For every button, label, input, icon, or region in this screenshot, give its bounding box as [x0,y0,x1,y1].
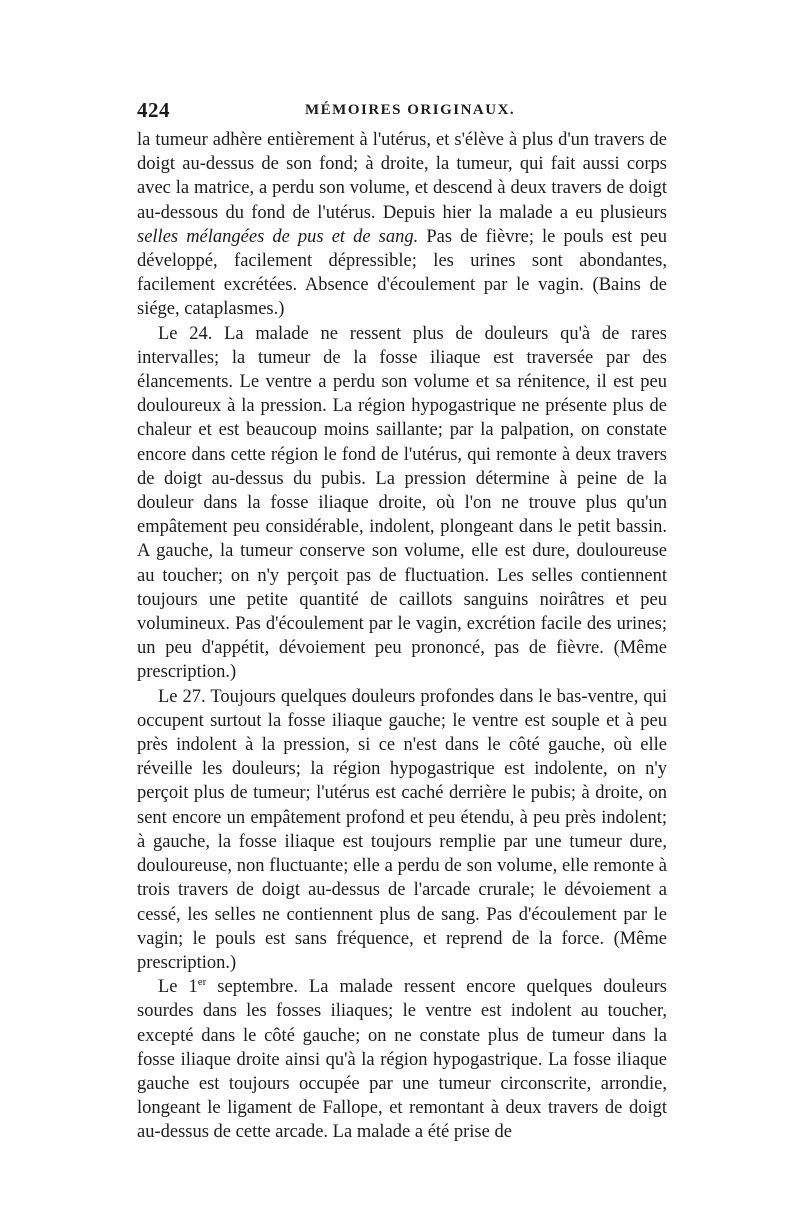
paragraph-4-text-b: septembre. La malade ressent encore quelques douleurs sourdes dans les fosses iliaques; le ventre est indolent au toucher, excepté dans le côté gauche; on ne constate plus de tumeur dans la fosse iliaque droite ainsi qu'à la région hypogastrique. La fosse iliaque gauche est toujours occupée par une tumeur circonscrite, arrondie, longeant le ligament de Fallope, et remontant à deux travers de doigt au-dessus de cette arcade. La malade a été prise de [137,977,667,1143]
running-title: MÉMOIRES ORIGINAUX. [305,102,516,118]
paragraph-1-text-a: la tumeur adhère entièrement à l'utérus, et s'élève à plus d'un travers de doigt au-dessus de son fond; à droite, la tumeur, qui fait aussi corps avec la matrice, a perdu son volume, et descend à deux travers de doigt au-dessous du fond de l'utérus. Depuis hier la malade a eu plusieurs [137,130,667,223]
running-head [137,98,667,124]
body-text [137,128,667,1145]
paragraph-3: Le 27. Toujours quelques douleurs profondes dans le bas-ventre, qui occupent surtout la fosse iliaque gauche; le ventre est souple et à peu près indolent à la pression, si ce n'est dans le côté gauche, où elle réveille les douleurs; la région hypogastrique est indolente, on n'y perçoit plus de tumeur; l'utérus est caché derrière le pubis; à droite, on sent encore un empâtement profond et peu étendu, à peu près indolent; à gauche, la fosse iliaque est toujours remplie par une tumeur dure, douloureuse, non fluctuante; elle a perdu de son volume, elle remonte à trois travers de doigt au-dessus de l'arcade crurale; le dévoiement a cessé, les selles ne contiennent plus de sang. Pas d'écoulement par le vagin; le pouls est sans fréquence, et reprend de la force. (Même prescription.) [137,686,667,973]
paragraph-2: Le 24. La malade ne ressent plus de douleurs qu'à de rares intervalles; la tumeur de la fosse iliaque est traversée par des élancements. Le ventre a perdu son volume et sa rénitence, il est peu douloureux à la pression. La région hypogastrique ne présente plus de chaleur et est beaucoup moins saillante; par la palpation, on constate encore dans cette région le fond de l'utérus, qui remonte à deux travers de doigt au-dessus du pubis. La pression détermine à peine de la douleur dans la fosse iliaque droite, où l'on ne trouve plus qu'un empâtement peu considérable, indolent, plongeant dans le petit bassin. A gauche, la tumeur conserve son volume, elle est dure, douloureuse au toucher; on n'y perçoit pas de fluctuation. Les selles contiennent toujours une petite quantité de caillots sanguins noirâtres et peu volumineux. Pas d'écoulement par le vagin, excrétion facile des urines; un peu d'appétit, dévoiement peu prononcé, pas de fièvre. (Même prescription.) [137,323,667,683]
paragraph-4-superscript: er [197,975,207,988]
paragraph-4-text-a: Le 1 [158,977,198,998]
paragraph-4 [137,975,667,1144]
paragraph-1-text-b: Pas de fièvre; le pouls est peu développé, facilement dépressible; les urines sont abondantes, facilement excrétées. Absence d'écoulement par le vagin. (Bains de siége, cataplasmes.) [137,226,668,320]
page-number: 424 [137,98,170,122]
paragraph-1 [137,128,667,322]
paragraph-1-italic: selles mélangées de pus et de sang. [137,226,419,247]
book-page [137,98,667,1145]
